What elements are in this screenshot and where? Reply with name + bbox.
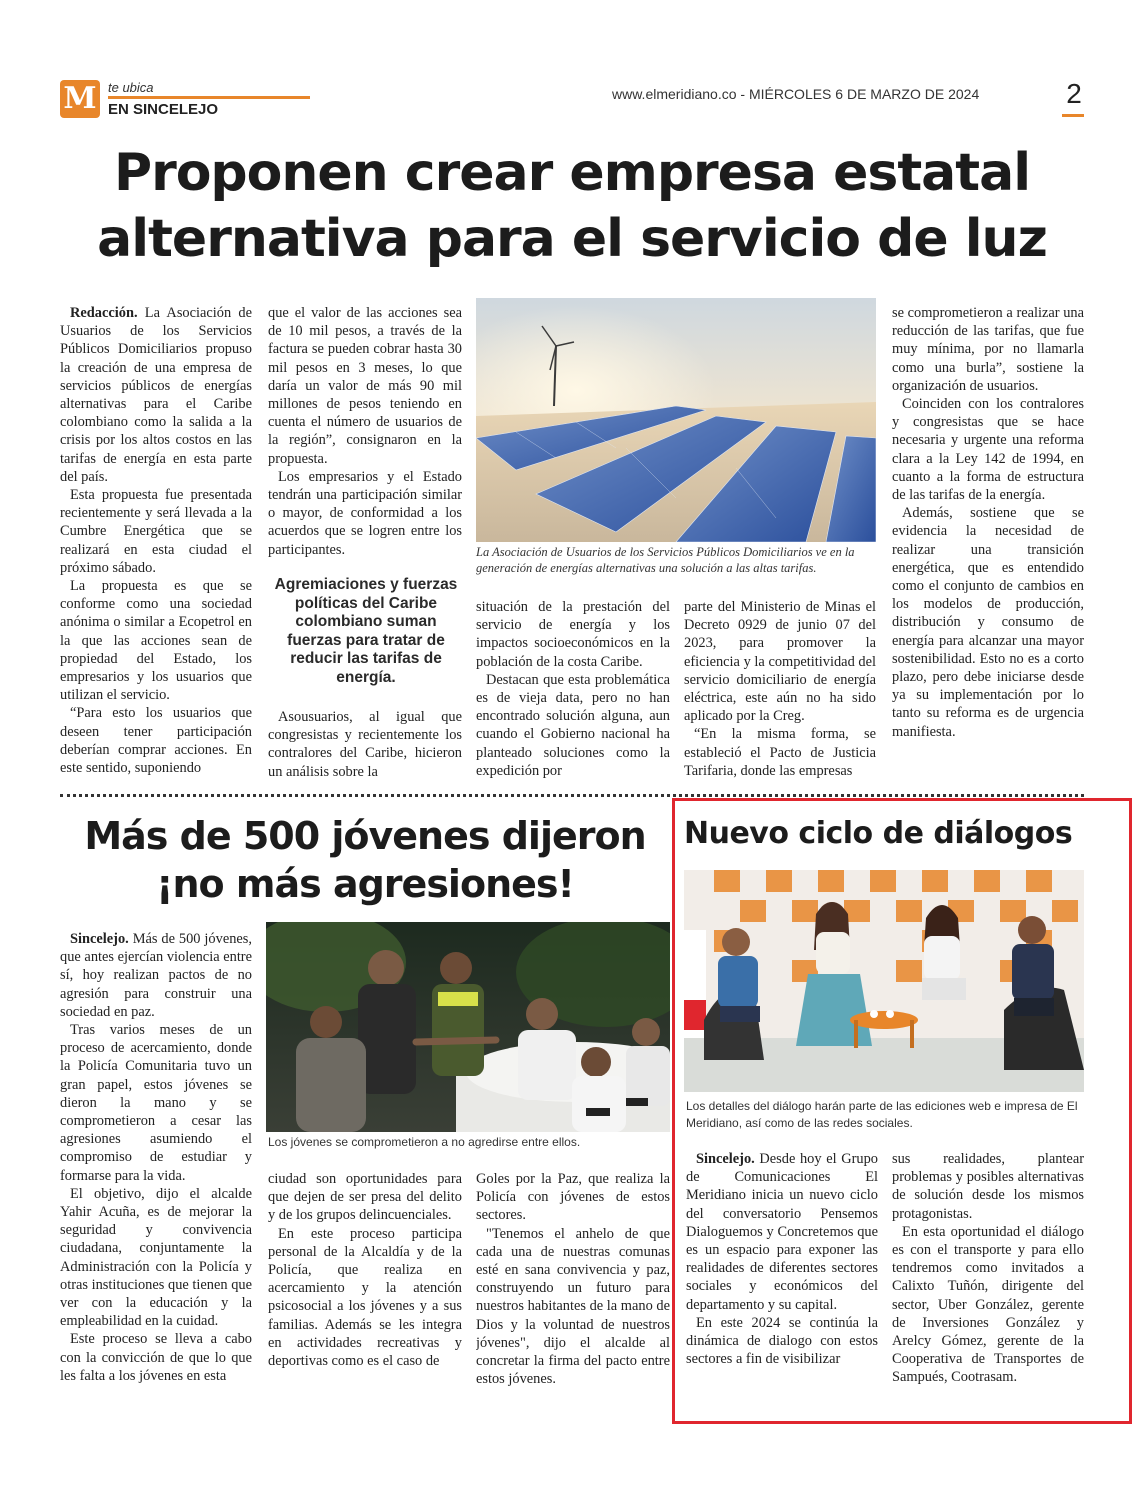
article1-column-2 (268, 304, 462, 564)
article1-column-4 (684, 598, 876, 782)
article2-column-1 (60, 930, 252, 1392)
article3-column-2 (892, 1150, 1084, 1390)
article1-column-2b (268, 708, 462, 782)
article3-col1-p1 (686, 1150, 878, 1314)
dateline: www.elmeridiano.co - MIÉRCOLES 6 DE MARZO DE 2024 (612, 86, 980, 102)
article1-column-3 (476, 598, 670, 782)
article1-column-5 (892, 304, 1084, 782)
article1-column-1 (60, 304, 252, 782)
article1-col2-p1: que el valor de las acciones sea de 10 mil pesos, a través de la factura se pueden cobrar hasta 30 mil pesos en 3 meses, lo que daría un valor de más 90 mil millones de pesos teniendo en cuenta el número de usuarios de la región”, consignaron en la propuesta. (268, 305, 462, 467)
youth-handshake-photo (266, 922, 670, 1132)
article1-byline: Redacción. (70, 305, 138, 321)
article3-headline: Nuevo ciclo de diálogos (684, 816, 1073, 851)
brand-underline (108, 96, 310, 99)
solar-panels-illustration (476, 298, 876, 542)
article2-col3-p1: Goles por la Paz, que realiza la Policía con jóvenes de estos sectores. (476, 1171, 670, 1224)
article3-col1-p2: En este 2024 se continúa la dinámica de dialogo con estos sectores a fin de visibilizar (686, 1314, 878, 1368)
article2-col3-p2: "Tenemos el anhelo de que cada una de nuestras comunas esté en sana convivencia y paz, construyendo un futuro para nuestros habitantes de la mano de Dios y la voluntad de nuestros jóvenes", dijo el alcalde al concretar la firma del pacto entre estos jóvenes. (476, 1225, 670, 1388)
page-number-underline (1062, 114, 1084, 117)
youth-handshake-illustration (266, 922, 670, 1132)
article2-byline: Sincelejo. (70, 931, 129, 947)
article3-byline: Sincelejo. (696, 1151, 755, 1167)
article3-col1-text: Desde hoy el Grupo de Comunicaciones El Meridiano inicia un nuevo ciclo del conversatorio Pensemos Dialoguemos y Concretemos que es un espacio para exponer las realidades de diferentes sectores sociales y económicos del departamento y su capital. (686, 1151, 878, 1313)
article1-col4-p1: parte del Ministerio de Minas el Decreto 0929 de junio 07 del 2023, para promover la eficiencia y la competitividad del servicio domiciliario de energía eléctrica, este aún no ha sido aplicado por la Creg. (684, 599, 876, 725)
article2-col2-p1: ciudad son oportunidades para que dejen de ser presa del delito y de los grupos delincuenciales. (268, 1171, 462, 1224)
article2-col1-p1 (60, 930, 252, 1021)
article1-col5-p1: se comprometieron a realizar una reducción de las tarifas, que fue muy mínima, por no llamarla como una burla”, sostiene la organización de usuarios. (892, 305, 1084, 394)
article1-headline (40, 140, 1104, 272)
article1-headline-line2: alternativa para el servicio de luz (97, 209, 1047, 269)
article1-col5-p3: Además, sostiene que se evidencia la necesidad de realizar una transición energética, que es entendido como el conjunto de cambios en los modelos de producción, distribución y consumo de energía para alcanzar una mayor sostenibilidad. Esto no es a corto plazo, pero debe iniciarse desde ya su implementación por lo tanto su reforma es de urgencia manifiesta. (892, 505, 1084, 740)
article1-col2b-p1: Asousuarios, al igual que congresistas y recientemente los contralores del Caribe, hicieron un análisis sobre la (268, 709, 462, 780)
section-divider (60, 794, 1084, 797)
article1-col4-p2: “En la misma forma, se estableció el Pacto de Justicia Tarifaria, donde las empresas (684, 726, 876, 779)
article3-column-1 (686, 1150, 878, 1390)
article1-col3-p1: situación de la prestación del servicio de energía y los impactos socioeconómicos en la población de la costa Caribe. (476, 599, 670, 670)
dialogue-panel-photo (684, 870, 1084, 1092)
el-meridiano-logo: M (60, 80, 100, 118)
article1-col2-p2: Los empresarios y el Estado tendrán una participación similar o mayor, de conformidad a los acuerdos que se logren entre los participantes. (268, 468, 462, 558)
article1-pullquote: Agremiaciones y fuerzas políticas del Caribe colombiano suman fuerzas para tratar de reducir las tarifas de energía. (274, 576, 458, 686)
article1-col1-text: La Asociación de Usuarios de los Servicios Públicos Domiciliarios propuso la creación de una empresa de servicios públicos de energías alternativas para el Caribe colombiano como la salida a la crisis por los altos costos en las tarifas de energía en esta parte del país. (60, 305, 252, 485)
article2-column-2 (268, 1170, 462, 1392)
article2-column-3 (476, 1170, 670, 1392)
article1-col1-p3: La propuesta es que se conforme como una sociedad anónima o similar a Ecopetrol en la que las acciones sean de propiedad del Estado, los empresarios y los usuarios que utilizan el servicio. (60, 578, 252, 704)
section-label: EN SINCELEJO (108, 101, 219, 118)
article1-headline-line1: Proponen crear empresa estatal (113, 143, 1031, 203)
solar-panels-photo (476, 298, 876, 542)
dialogue-photo-caption: Los detalles del diálogo harán parte de las ediciones web e impresa de El Meridiano, así como de las redes sociales. (686, 1099, 1078, 1130)
article2-col1-p4: Este proceso se lleva a cabo con la convicción de que lo que les falta a los jóvenes en esta (60, 1331, 252, 1384)
dialogue-panel-illustration (684, 870, 1084, 1092)
article2-col1-p3: El objetivo, dijo el alcalde Yahir Acuña, es de mejorar la seguridad y convivencia ciudadana, conjuntamente la Administración con la Policía y otras instituciones que tienen que ver con la educación y la empleabilidad en la cuidad. (60, 1185, 252, 1330)
article1-col1-p1 (60, 304, 252, 486)
article2-headline-line1: Más de 500 jóvenes dijeron (84, 814, 646, 858)
article2-col1-text: Más de 500 jóvenes, que antes ejercían violencia entre sí, hoy realizan pactos de no agresión para construir una sociedad en paz. (60, 931, 252, 1020)
article1-col1-p4: “Para esto los usuarios que deseen tener participación deberían comprar acciones. En este sentido, suponiendo (60, 705, 252, 777)
article2-col1-p2: Tras varios meses de un proceso de acercamiento, donde la Policía Comunitaria tuvo un gran papel, estos jóvenes se dieron la mano y se comprometieron a cesar las agresiones asumiendo el compromiso de estudiar y formarse para la vida. (60, 1022, 252, 1184)
article3-col2-p2: En esta oportunidad el diálogo es con el transporte y para ello tendremos como invitados a Calixto Tuñón, dirigente del sector, Uber González, gerente de Inversiones González y Arelcy Gómez, gerente de la Cooperativa de Transportes de Sampués, Cootrasam. (892, 1223, 1084, 1386)
article1-col5-p2: Coinciden con los contralores y congresistas que se hace necesaria y urgente una reforma clara a la Ley 142 de 1994, en cuanto a la forma de estructura de las tarifas de la energía. (892, 396, 1084, 504)
article2-headline (50, 812, 680, 908)
youth-photo-caption: Los jóvenes se comprometieron a no agredirse entre ellos. (268, 1135, 581, 1149)
solar-photo-caption: La Asociación de Usuarios de los Servicios Públicos Domiciliarios ve en la generación de energías alternativas una solución a las altas tarifas. (476, 545, 855, 575)
brand-tagline: te ubica (108, 80, 154, 95)
article3-col2-p1: sus realidades, plantear problemas y posibles alternativas de solución desde los mismos protagonistas. (892, 1151, 1084, 1222)
article2-col2-p2: En este proceso participa personal de la Alcaldía y de la Policía, que realiza en acercamiento y la atención psicosocial a los jóvenes y a sus familias. Además se les integra en actividades recreativas y deportivas como es el caso de (268, 1225, 462, 1370)
article1-col1-p2: Esta propuesta fue presentada recientemente y será llevada a la Cumbre Energética que se realizará en esta ciudad el próximo sábado. (60, 487, 252, 576)
article1-col3-p2: Destacan que esta problemática es de vieja data, pero no han encontrado solución alguna, aun cuando el Gobierno nacional ha planteado soluciones como la expedición por (476, 671, 670, 779)
article2-headline-line2: ¡no más agresiones! (156, 862, 574, 906)
page-number: 2 (1066, 78, 1082, 109)
